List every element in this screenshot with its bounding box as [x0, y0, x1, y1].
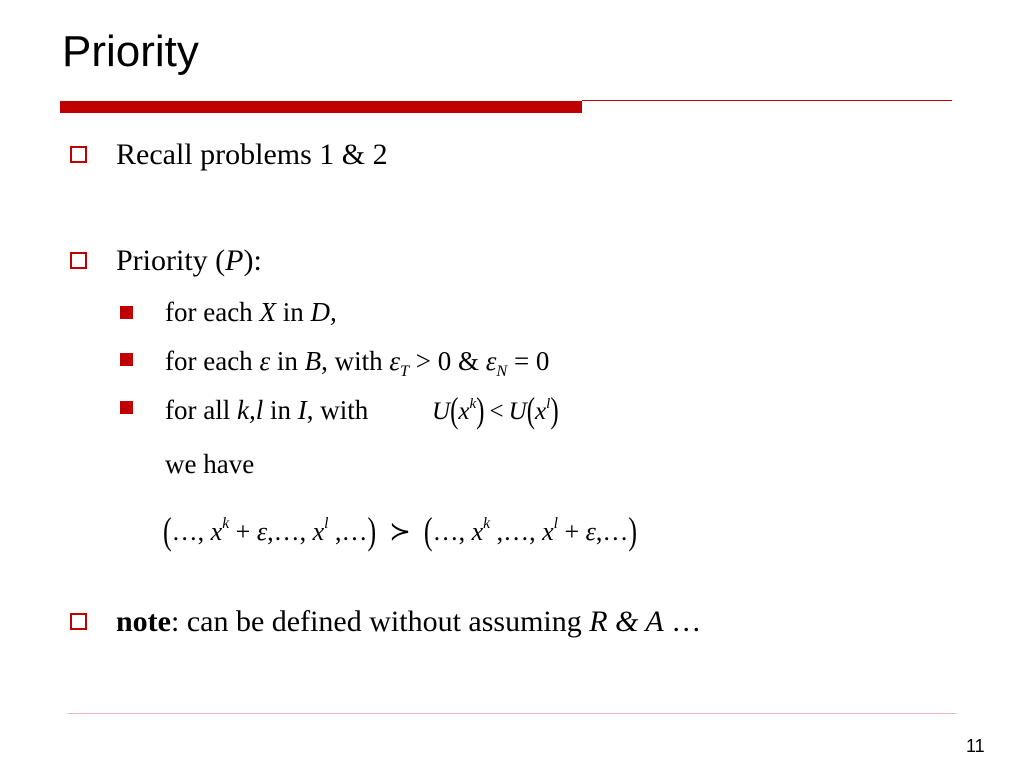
utility-u1: U [432, 398, 451, 425]
sub-bullet-square-icon [120, 353, 133, 366]
pref-left-c: ,… [328, 517, 368, 546]
sub2-eps-t: ε [389, 346, 400, 376]
sub-bullet-for-all-kl [165, 394, 368, 426]
paren-open: ( [163, 510, 172, 553]
sub2-eps: ε [259, 346, 271, 376]
utility-lt: < [489, 398, 504, 425]
note-text: : can be defined without assuming [171, 605, 590, 638]
pref-eps2: ε [585, 517, 596, 546]
sub-bullet-for-each-epsilon [165, 345, 549, 381]
note-ellipsis: … [663, 605, 702, 638]
sub3-mid: in [263, 395, 298, 425]
utility-x2: x [535, 398, 547, 425]
priority-label: Priority ( [116, 244, 226, 277]
utility-l: l [546, 395, 551, 412]
sub2-eq: = 0 [507, 346, 550, 376]
pref-x2: x [312, 517, 325, 546]
page-number: 11 [966, 736, 985, 756]
bullet-note [116, 604, 701, 640]
priority-var: P [225, 244, 244, 277]
pref-x4: x [542, 517, 554, 546]
pref-k2: k [483, 515, 491, 533]
pref-l2: l [553, 515, 558, 533]
succeeds-symbol: ≻ [389, 517, 411, 546]
note-vars: R & A [589, 605, 664, 638]
pref-left-a: …, [171, 517, 211, 546]
sub2-t: T [400, 361, 410, 380]
utility-k: k [469, 395, 477, 412]
pref-right-b: ,…, [490, 517, 543, 546]
sub2-eps-n: ε [485, 346, 497, 376]
utility-u2: U [508, 398, 527, 425]
paren-close: ) [476, 391, 485, 431]
sub3-tail: , with [306, 395, 369, 425]
pref-left-b: ,…, [267, 517, 313, 546]
sub3-var: I [297, 395, 307, 425]
pref-right-c: ,… [595, 517, 629, 546]
paren-open: ( [423, 510, 433, 553]
footer-divider [68, 713, 956, 714]
sub1-prefix: for each [165, 297, 260, 327]
pref-x1: x [210, 517, 223, 546]
sub1-mid: in [275, 297, 311, 327]
title-underline-thin [582, 100, 952, 101]
pref-k1: k [222, 515, 230, 533]
priority-suffix: ): [243, 244, 262, 277]
sub1-var2: D, [310, 297, 337, 327]
pref-eps1: ε [256, 517, 268, 546]
pref-plus1: + [229, 517, 257, 546]
bullet-box-icon [70, 613, 87, 630]
pref-l1: l [324, 515, 329, 533]
utility-inequality [432, 392, 559, 435]
bullet-recall: Recall problems 1 & 2 [116, 138, 388, 171]
preference-relation [163, 510, 637, 558]
sub-bullet-square-icon [120, 401, 133, 414]
paren-close: ) [628, 510, 638, 553]
slide-title: Priority [62, 27, 199, 76]
sub2-tail: , with [321, 346, 390, 376]
pref-plus2: + [557, 517, 586, 546]
paren-open: ( [450, 391, 459, 431]
sub2-gt: > 0 & [409, 346, 486, 376]
sub-bullet-for-each-x [165, 296, 337, 328]
pref-x3: x [471, 517, 484, 546]
bullet-priority [116, 243, 262, 279]
bullet-box-icon [70, 146, 87, 163]
utility-x1: x [458, 398, 470, 425]
sub2-var: B [304, 346, 322, 376]
bullet-box-icon [70, 252, 87, 269]
title-underline-thick [60, 101, 582, 113]
note-label: note [116, 605, 171, 638]
paren-close: ) [550, 391, 559, 431]
sub3-prefix: for all [165, 395, 237, 425]
paren-open: ( [526, 391, 536, 431]
paren-close: ) [367, 510, 377, 553]
sub3-vars: k,l [236, 395, 264, 425]
we-have-text: we have [165, 449, 255, 479]
sub2-mid: in [270, 346, 305, 376]
pref-right-a: …, [432, 517, 472, 546]
sub-bullet-square-icon [120, 306, 133, 319]
sub2-n: N [496, 361, 508, 380]
sub1-var1: X [259, 297, 276, 327]
sub2-prefix: for each [165, 346, 260, 376]
